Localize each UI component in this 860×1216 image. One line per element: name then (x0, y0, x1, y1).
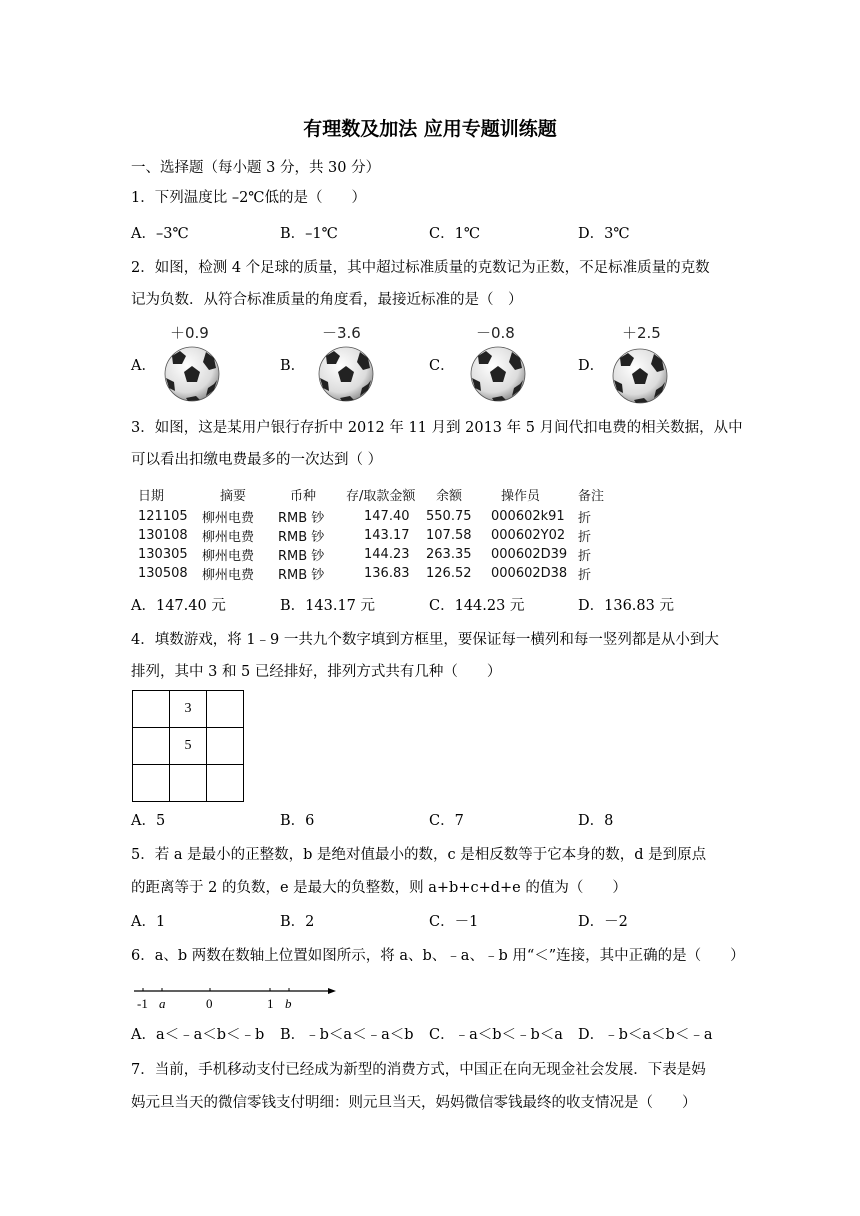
q2-stem-line1: 2．如图，检测 4 个足球的质量，其中超过标准质量的克数记为正数，不足标准质量的克数 (131, 260, 710, 276)
grid-cell (133, 728, 170, 765)
q5-option-a: A．1 (131, 914, 166, 930)
cell-date: 121105 (138, 509, 188, 524)
table-row (138, 545, 618, 564)
q2-letter-b: B． (280, 358, 306, 374)
q4-option-a: A．5 (131, 813, 166, 829)
cell-summary: 柳州电费 (202, 530, 255, 545)
label-minus-one: -1 (137, 996, 148, 1011)
q1-option-a: A．–3℃ (131, 226, 189, 242)
cell-date: 130108 (138, 528, 188, 543)
grid-cell (133, 765, 170, 802)
cell-amount: 136.83 (364, 566, 410, 581)
q3-stem-line1: 3．如图，这是某用户银行存折中 2012 年 11 月到 2013 年 5 月间代扣电费的相关数据，从中 (131, 420, 743, 436)
ball-label-d: ＋2.5 (622, 324, 661, 342)
q3-option-c: C．144.23 元 (429, 598, 525, 614)
header-operator: 操作员 (501, 489, 541, 504)
q1-option-b: B．–1℃ (280, 226, 338, 242)
cell-operator: 000602Y02 (491, 528, 566, 543)
q5-stem-line1: 5．若 a 是最小的正整数，b 是绝对值最小的数，c 是相反数等于它本身的数，d 是到原点 (131, 847, 707, 863)
q4-option-b: B．6 (280, 813, 315, 829)
label-b: b (285, 996, 292, 1011)
q1-option-c: C．1℃ (429, 226, 481, 242)
label-one: 1 (267, 996, 274, 1011)
ball-label-b: －3.6 (322, 324, 361, 342)
q1-option-d: D．3℃ (578, 226, 630, 242)
grid-cell (133, 691, 170, 728)
cell-summary: 柳州电费 (202, 511, 255, 526)
soccer-ball-c-icon (471, 347, 525, 401)
q7-stem-line2: 妈元旦当天的微信零钱支付明细：则元旦当天，妈妈微信零钱最终的收支情况是（ ） (131, 1095, 697, 1111)
grid-cell (207, 728, 244, 765)
q2-letter-d: D． (578, 358, 605, 374)
number-line-diagram (132, 988, 342, 1024)
q4-option-c: C．7 (429, 813, 464, 829)
q5-option-b: B．2 (280, 914, 315, 930)
q5-option-d: D．－2 (578, 914, 628, 930)
q5-stem-line2: 的距离等于 2 的负数，e 是最大的负整数，则 a+b+c+d+e 的值为（ ） (131, 880, 627, 896)
q6-option-d: D．﹣b＜a＜b＜﹣a (578, 1027, 713, 1043)
cell-amount: 143.17 (364, 528, 410, 543)
cell-balance: 107.58 (426, 528, 472, 543)
cell-amount: 144.23 (364, 547, 410, 562)
grid-cell (207, 691, 244, 728)
cell-date: 130305 (138, 547, 188, 562)
q4-stem-line2: 排列，其中 3 和 5 已经排好，排列方式共有几种（ ） (131, 664, 502, 680)
cell-currency: RMB 钞 (278, 530, 325, 545)
table-row (138, 526, 618, 545)
q5-option-c: C．－1 (429, 914, 479, 930)
cell-balance: 263.35 (426, 547, 472, 562)
q3-option-b: B．143.17 元 (280, 598, 376, 614)
header-balance: 余额 (436, 489, 463, 504)
number-grid (132, 690, 244, 802)
cell-amount: 147.40 (364, 509, 410, 524)
grid-cell (207, 765, 244, 802)
header-date: 日期 (138, 489, 165, 504)
grid-cell: 3 (170, 691, 207, 728)
q6-option-b: B．﹣b＜a＜﹣a＜b (280, 1027, 414, 1043)
cell-note: 折 (578, 568, 592, 583)
q6-option-c: C．﹣a＜b＜﹣b＜a (429, 1027, 563, 1043)
cell-balance: 550.75 (426, 509, 472, 524)
cell-operator: 000602D38 (491, 566, 568, 581)
header-summary: 摘要 (220, 489, 247, 504)
axis-arrow-icon (328, 988, 336, 994)
table-header-row (138, 485, 618, 507)
soccer-ball-b-icon (319, 347, 373, 401)
cell-note: 折 (578, 549, 592, 564)
q6-option-a: A．a＜﹣a＜b＜﹣b (131, 1027, 265, 1043)
cell-operator: 000602D39 (491, 547, 568, 562)
header-currency: 币种 (290, 489, 317, 504)
header-amount: 存/取款金额 (346, 489, 416, 504)
cell-currency: RMB 钞 (278, 568, 325, 583)
bank-passbook-table (138, 485, 618, 583)
q7-stem-line1: 7．当前，手机移动支付已经成为新型的消费方式，中国正在向无现金社会发展．下表是妈 (131, 1062, 706, 1078)
cell-currency: RMB 钞 (278, 511, 325, 526)
table-row (138, 564, 618, 583)
ball-label-a: ＋0.9 (170, 324, 209, 342)
cell-note: 折 (578, 511, 592, 526)
q3-option-d: D．136.83 元 (578, 598, 674, 614)
cell-note: 折 (578, 530, 592, 545)
label-zero: 0 (206, 996, 213, 1011)
q2-letter-c: C． (429, 358, 455, 374)
section-heading: 一、选择题（每小题 3 分，共 30 分） (131, 160, 381, 176)
cell-summary: 柳州电费 (202, 549, 255, 564)
grid-cell (170, 765, 207, 802)
q4-option-d: D．8 (578, 813, 614, 829)
q1-stem: 1．下列温度比 –2℃低的是（ ） (131, 190, 367, 206)
cell-date: 130508 (138, 566, 188, 581)
q2-letter-a: A． (131, 358, 156, 374)
cell-balance: 126.52 (426, 566, 472, 581)
cell-operator: 000602k91 (491, 509, 565, 524)
cell-summary: 柳州电费 (202, 568, 255, 583)
header-note: 备注 (578, 489, 605, 504)
page-title: 有理数及加法 应用专题训练题 (303, 118, 557, 140)
cell-currency: RMB 钞 (278, 549, 325, 564)
soccer-ball-a-icon (165, 347, 219, 401)
label-a: a (159, 996, 166, 1011)
table-row (138, 507, 618, 526)
q4-stem-line1: 4．填数游戏，将 1﹣9 一共九个数字填到方框里，要保证每一横列和每一竖列都是从小到大 (131, 632, 719, 648)
q3-option-a: A．147.40 元 (131, 598, 226, 614)
soccer-balls (0, 0, 860, 420)
soccer-ball-d-icon (613, 349, 667, 403)
q2-stem-line2: 记为负数．从符合标准质量的角度看，最接近标准的是（ ） (131, 292, 523, 308)
q3-stem-line2: 可以看出扣缴电费最多的一次达到（ ） (131, 452, 383, 468)
ball-label-c: －0.8 (476, 324, 515, 342)
q6-stem: 6．a、b 两数在数轴上位置如图所示，将 a、b、﹣a、﹣b 用“＜”连接，其中正确的是（ ） (131, 948, 745, 964)
grid-cell: 5 (170, 728, 207, 765)
